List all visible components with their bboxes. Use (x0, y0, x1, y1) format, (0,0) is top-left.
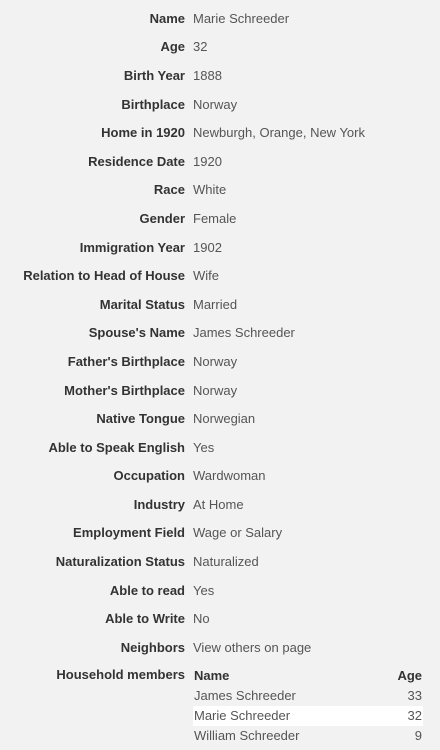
field-value: At Home (193, 496, 244, 512)
field-row-birth-year (0, 61, 440, 90)
field-label: Father's Birthplace (67, 353, 185, 369)
household-label: Household members (56, 666, 185, 682)
field-label: Race (153, 182, 185, 198)
field-value: 32 (193, 39, 208, 55)
field-row-mother-birthplace (0, 376, 440, 405)
field-row-native-tongue (0, 404, 440, 433)
field-row-name (0, 4, 440, 33)
field-value: Female (193, 210, 237, 226)
field-label: Age (160, 39, 185, 55)
field-value: James Schreeder (193, 325, 295, 341)
column-header-name: Name (194, 668, 230, 684)
field-label: Occupation (113, 468, 185, 484)
field-label: Relation to Head of House (23, 268, 185, 284)
household-table-header (193, 666, 423, 686)
field-row-speak-english (0, 433, 440, 462)
field-value: Wife (193, 268, 219, 284)
field-row-residence-date (0, 147, 440, 176)
field-row-spouse (0, 319, 440, 348)
table-row (193, 726, 423, 746)
field-value: Naturalized (193, 554, 259, 570)
field-label: Spouse's Name (88, 325, 185, 341)
field-row-race (0, 176, 440, 205)
field-value: Yes (193, 439, 215, 455)
member-age: 9 (414, 728, 422, 744)
field-label: Able to Write (105, 611, 185, 627)
member-name-link[interactable]: William Schreeder (194, 728, 300, 744)
field-label: Birthplace (121, 96, 185, 112)
field-row-naturalization (0, 547, 440, 576)
record-details (0, 4, 440, 746)
field-row-able-to-read (0, 576, 440, 605)
field-value: Newburgh, Orange, New York (193, 125, 365, 141)
field-value: Norway (193, 353, 238, 369)
member-name-link[interactable]: Marie Schreeder (194, 708, 291, 724)
field-row-employment-field (0, 519, 440, 548)
field-row-neighbors (0, 633, 440, 662)
field-label: Home in 1920 (101, 125, 185, 141)
field-label: Gender (139, 210, 185, 226)
member-age: 33 (407, 688, 422, 704)
field-row-able-to-write (0, 604, 440, 633)
field-row-gender (0, 204, 440, 233)
field-value: 1920 (193, 153, 222, 169)
field-label: Birth Year (123, 67, 185, 83)
table-row (193, 686, 423, 706)
field-value: No (193, 611, 210, 627)
field-row-father-birthplace (0, 347, 440, 376)
field-label: Mother's Birthplace (64, 382, 185, 398)
field-value: White (193, 182, 227, 198)
field-row-marital-status (0, 290, 440, 319)
field-row-immigration-year (0, 233, 440, 262)
field-value: Yes (193, 582, 215, 598)
field-row-occupation (0, 462, 440, 491)
member-age: 32 (407, 708, 422, 724)
table-row (193, 706, 423, 726)
field-label: Neighbors (120, 639, 185, 655)
column-header-age: Age (397, 668, 422, 684)
field-value: Wage or Salary (193, 525, 283, 541)
household-members-table (193, 666, 423, 746)
field-label: Native Tongue (96, 411, 185, 427)
field-row-birthplace (0, 90, 440, 119)
field-label: Residence Date (88, 153, 185, 169)
field-label: Name (149, 10, 185, 26)
field-row-industry (0, 490, 440, 519)
field-value: Norway (193, 382, 238, 398)
view-neighbors-link[interactable]: View others on page (193, 639, 312, 655)
field-value: Norwegian (193, 411, 256, 427)
member-name-link[interactable]: James Schreeder (194, 688, 296, 704)
field-row-relation (0, 261, 440, 290)
field-value: Marie Schreeder (193, 10, 290, 26)
field-value: Married (193, 296, 238, 312)
field-row-home (0, 118, 440, 147)
field-label: Naturalization Status (55, 554, 185, 570)
field-value: 1902 (193, 239, 222, 255)
field-label: Employment Field (73, 525, 185, 541)
field-label: Immigration Year (79, 239, 185, 255)
field-label: Able to read (109, 582, 185, 598)
field-value: Norway (193, 96, 238, 112)
field-label: Marital Status (99, 296, 185, 312)
field-label: Industry (133, 496, 185, 512)
field-row-age (0, 33, 440, 62)
field-value: Wardwoman (193, 468, 266, 484)
field-value: 1888 (193, 67, 222, 83)
field-label: Able to Speak English (48, 439, 185, 455)
household-members-section (0, 666, 440, 746)
